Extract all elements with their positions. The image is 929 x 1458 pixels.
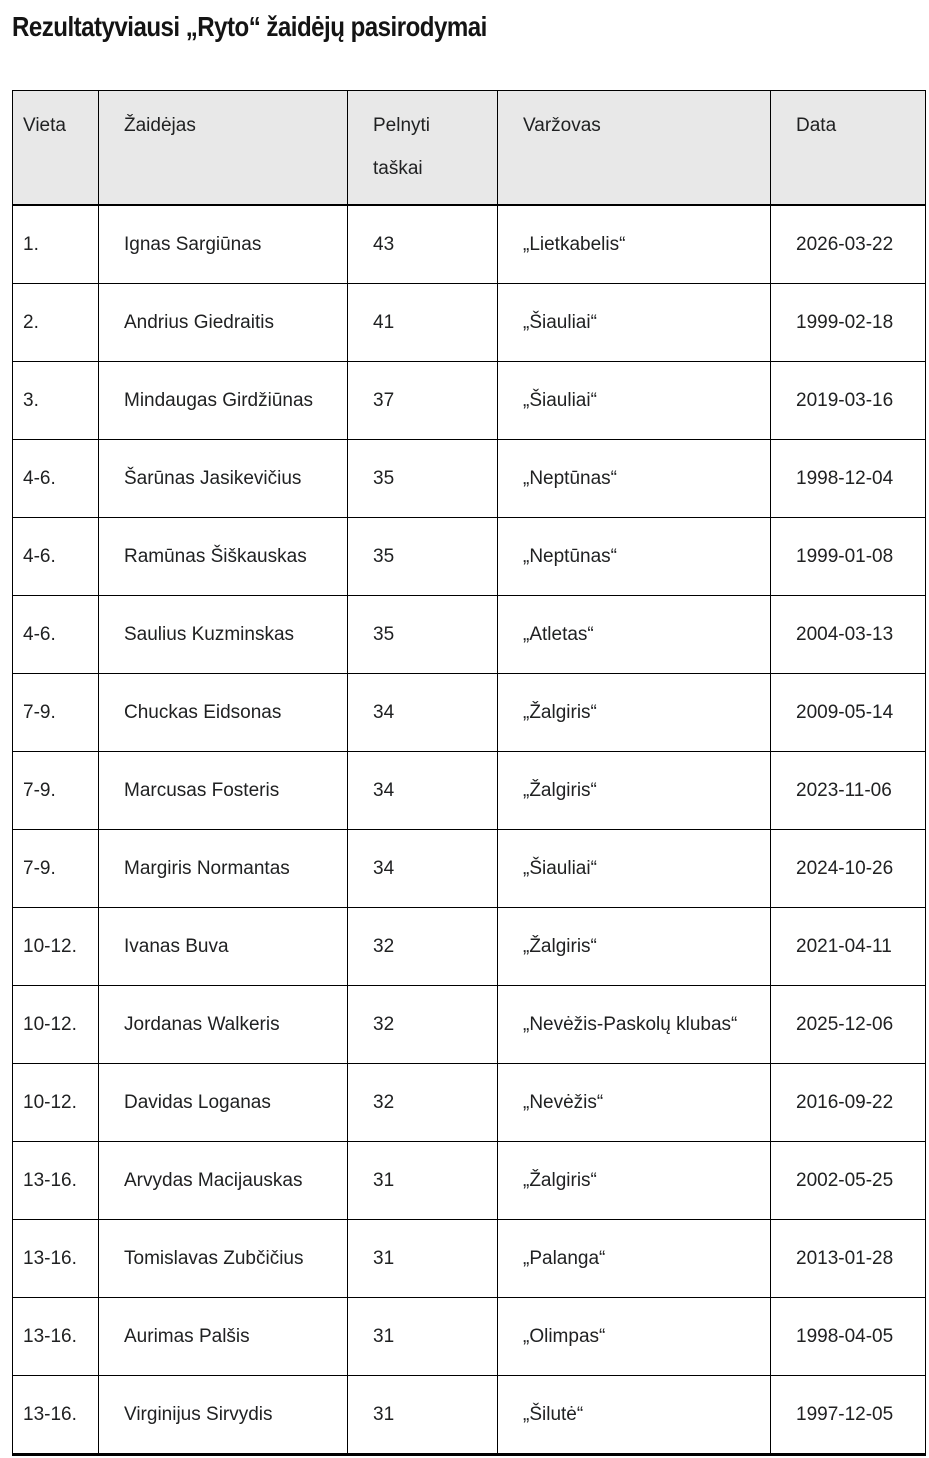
cell-data: 1998-04-05 [771, 1298, 926, 1376]
cell-zaidejas: Chuckas Eidsonas [99, 674, 348, 752]
cell-data: 2009-05-14 [771, 674, 926, 752]
cell-vieta: 2. [13, 284, 99, 362]
cell-taskai: 31 [348, 1142, 498, 1220]
cell-zaidejas: Marcusas Fosteris [99, 752, 348, 830]
cell-zaidejas: Arvydas Macijauskas [99, 1142, 348, 1220]
cell-zaidejas: Davidas Loganas [99, 1064, 348, 1142]
cell-varzovas: „Žalgiris“ [498, 908, 771, 986]
cell-zaidejas: Margiris Normantas [99, 830, 348, 908]
table-row [13, 518, 926, 596]
cell-varzovas: „Žalgiris“ [498, 674, 771, 752]
cell-varzovas: „Palanga“ [498, 1220, 771, 1298]
column-header-zaidejas: Žaidėjas [99, 91, 348, 206]
cell-data: 1997-12-05 [771, 1376, 926, 1455]
cell-zaidejas: Ramūnas Šiškauskas [99, 518, 348, 596]
cell-vieta: 7-9. [13, 752, 99, 830]
top-scorers-table [12, 90, 926, 1456]
cell-vieta: 4-6. [13, 440, 99, 518]
cell-data: 2019-03-16 [771, 362, 926, 440]
cell-vieta: 7-9. [13, 830, 99, 908]
cell-varzovas: „Žalgiris“ [498, 1142, 771, 1220]
cell-data: 2002-05-25 [771, 1142, 926, 1220]
table-header [13, 91, 926, 206]
cell-vieta: 7-9. [13, 674, 99, 752]
cell-taskai: 32 [348, 908, 498, 986]
cell-zaidejas: Virginijus Sirvydis [99, 1376, 348, 1455]
column-header-data: Data [771, 91, 926, 206]
cell-varzovas: „Lietkabelis“ [498, 205, 771, 284]
cell-taskai: 34 [348, 752, 498, 830]
column-header-pelnyti-taskai: Pelnyti taškai [348, 91, 498, 206]
cell-zaidejas: Šarūnas Jasikevičius [99, 440, 348, 518]
table-row [13, 284, 926, 362]
cell-taskai: 35 [348, 518, 498, 596]
cell-zaidejas: Mindaugas Girdžiūnas [99, 362, 348, 440]
cell-vieta: 13-16. [13, 1220, 99, 1298]
table-row [13, 440, 926, 518]
cell-taskai: 41 [348, 284, 498, 362]
table-row [13, 830, 926, 908]
page-title: Rezultatyviausi „Ryto“ žaidėjų pasirodymai [12, 11, 487, 42]
column-header-varzovas: Varžovas [498, 91, 771, 206]
table-body [13, 205, 926, 1455]
cell-data: 1998-12-04 [771, 440, 926, 518]
cell-varzovas: „Atletas“ [498, 596, 771, 674]
cell-taskai: 32 [348, 1064, 498, 1142]
cell-taskai: 31 [348, 1376, 498, 1455]
table-row [13, 205, 926, 284]
table-row [13, 986, 926, 1064]
cell-vieta: 13-16. [13, 1298, 99, 1376]
cell-varzovas: „Neptūnas“ [498, 440, 771, 518]
cell-varzovas: „Žalgiris“ [498, 752, 771, 830]
cell-data: 2026-03-22 [771, 205, 926, 284]
cell-taskai: 35 [348, 440, 498, 518]
table-row [13, 1220, 926, 1298]
cell-data: 2004-03-13 [771, 596, 926, 674]
table-row [13, 362, 926, 440]
cell-zaidejas: Saulius Kuzminskas [99, 596, 348, 674]
table-row [13, 1376, 926, 1455]
cell-vieta: 1. [13, 205, 99, 284]
cell-taskai: 31 [348, 1220, 498, 1298]
cell-vieta: 13-16. [13, 1376, 99, 1455]
table-header-row [13, 91, 926, 206]
table-row [13, 1298, 926, 1376]
cell-taskai: 32 [348, 986, 498, 1064]
column-header-vieta: Vieta [13, 91, 99, 206]
cell-zaidejas: Tomislavas Zubčičius [99, 1220, 348, 1298]
table-row [13, 596, 926, 674]
cell-data: 2016-09-22 [771, 1064, 926, 1142]
cell-vieta: 13-16. [13, 1142, 99, 1220]
cell-vieta: 10-12. [13, 986, 99, 1064]
cell-taskai: 34 [348, 674, 498, 752]
cell-zaidejas: Andrius Giedraitis [99, 284, 348, 362]
table-row [13, 1064, 926, 1142]
cell-varzovas: „Olimpas“ [498, 1298, 771, 1376]
cell-varzovas: „Nevėžis“ [498, 1064, 771, 1142]
cell-data: 1999-01-08 [771, 518, 926, 596]
table-row [13, 674, 926, 752]
table-row [13, 1142, 926, 1220]
cell-varzovas: „Šiauliai“ [498, 362, 771, 440]
table-row [13, 908, 926, 986]
cell-taskai: 34 [348, 830, 498, 908]
cell-zaidejas: Ivanas Buva [99, 908, 348, 986]
cell-vieta: 10-12. [13, 908, 99, 986]
cell-data: 2024-10-26 [771, 830, 926, 908]
cell-varzovas: „Šiauliai“ [498, 830, 771, 908]
cell-vieta: 3. [13, 362, 99, 440]
cell-taskai: 35 [348, 596, 498, 674]
cell-zaidejas: Jordanas Walkeris [99, 986, 348, 1064]
cell-varzovas: „Šiauliai“ [498, 284, 771, 362]
cell-varzovas: „Nevėžis-Paskolų klubas“ [498, 986, 771, 1064]
cell-data: 1999-02-18 [771, 284, 926, 362]
cell-zaidejas: Ignas Sargiūnas [99, 205, 348, 284]
cell-data: 2013-01-28 [771, 1220, 926, 1298]
cell-data: 2021-04-11 [771, 908, 926, 986]
cell-varzovas: „Šilutė“ [498, 1376, 771, 1455]
cell-data: 2023-11-06 [771, 752, 926, 830]
cell-vieta: 4-6. [13, 518, 99, 596]
table-row [13, 752, 926, 830]
cell-zaidejas: Aurimas Palšis [99, 1298, 348, 1376]
cell-varzovas: „Neptūnas“ [498, 518, 771, 596]
cell-vieta: 4-6. [13, 596, 99, 674]
cell-taskai: 37 [348, 362, 498, 440]
cell-data: 2025-12-06 [771, 986, 926, 1064]
cell-taskai: 43 [348, 205, 498, 284]
cell-taskai: 31 [348, 1298, 498, 1376]
cell-vieta: 10-12. [13, 1064, 99, 1142]
